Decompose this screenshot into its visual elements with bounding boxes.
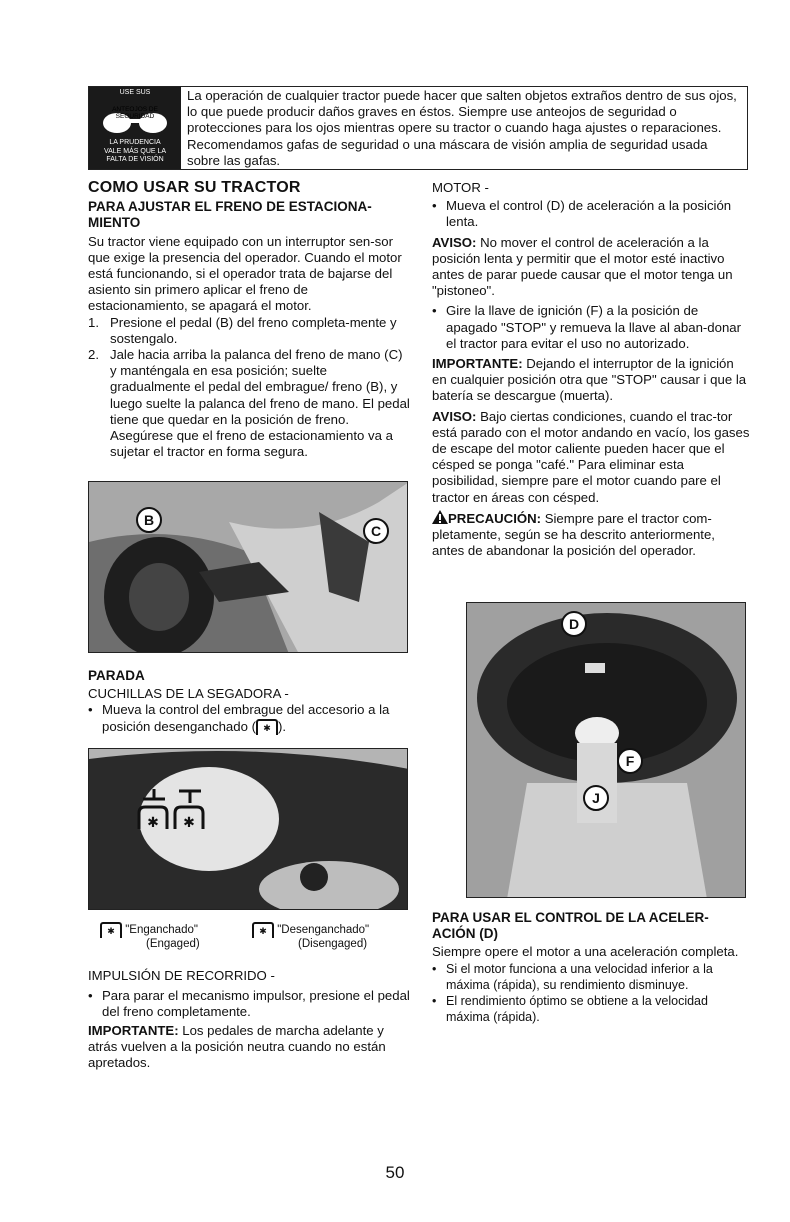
drive-item — [88, 988, 410, 1020]
caution-text: Siempre pare el tractor com-pletamente, según se ha descrito anteriormente, antes de abandonar la posición del operador. — [432, 510, 715, 559]
drive-important-label: IMPORTANTE: — [88, 1022, 179, 1038]
throttle-intro: Siempre opere el motor a una aceleración completa. — [432, 944, 739, 960]
throttle-item-2-text: El rendimiento óptimo se obtiene a la velocidad máxima (rápida). — [446, 994, 708, 1025]
section-title: COMO USAR SU TRACTOR — [88, 179, 301, 196]
badge-line-6: FALTA DE VISIÓN — [106, 156, 164, 163]
step-1-text: Presione el pedal (B) del freno completa-mente y sostengalo. — [110, 314, 397, 346]
motor-item-2-text: Gire la llave de ignición (F) a la posición de apagado "STOP" y remueva la llave al aban-donar el tractor para evitar el uso no autorizado. — [446, 303, 742, 351]
throttle-item-1 — [432, 961, 750, 993]
bullet: • — [432, 961, 437, 976]
dashboard-photo-image — [467, 603, 746, 898]
step-1-number: 1. — [88, 314, 99, 330]
step-2 — [88, 347, 410, 460]
badge-line-1: USE SUS — [119, 89, 151, 96]
legend-engaged — [100, 922, 200, 950]
drive-section — [88, 968, 410, 1071]
clutch-symbols-icon — [135, 779, 215, 849]
legend-disengaged-sub: (Disengaged) — [298, 938, 368, 950]
right-important — [432, 356, 750, 405]
page-number: 50 — [385, 1163, 405, 1182]
legend-disengaged-label: "Desenganchado" — [277, 924, 370, 937]
stop-section — [88, 668, 410, 735]
step-2-text: Jale hacia arriba la palanca del freno de mano (C) y manténgala en esa posición; suelte gradualmente el pedal del embrague/ freno (B), y luego suelte la palanca del freno de mano. El pedal tiene que quedar en la posición de freno. Asegúrese que el freno de estacionamiento va a sujetar el tractor en forma segura. — [110, 347, 410, 460]
brake-photo — [88, 481, 408, 653]
drive-important — [88, 1023, 410, 1072]
callout-D: D — [561, 611, 587, 637]
warning-text: La operación de cualquier tractor puede hacer que salten objetos extraños dentro de sus ojos, lo que puede producir daños graves en éstos. Siempre use anteojos de seguridad o protecciones para los ojos mientras opere su tractor o cuando haga ajustes o reparaciones. Recomendamos gafas de seguridad o una máscara de visión amplia de seguridad usada sobre las gafas. — [187, 88, 737, 168]
aviso-2-label: AVISO: — [432, 408, 477, 424]
right-column — [432, 180, 750, 559]
badge-line-3: SEGURIDAD — [115, 113, 155, 120]
brake-intro: Su tractor viene equipado con un interruptor sen-sor que exige la presencia del operador. Cuando el motor está funcionando, si el operador trata de bajarse del asiento sin primero aplicar el freno de estacionamiento, se apagará el motor. — [88, 233, 402, 314]
svg-text:✱: ✱ — [147, 814, 159, 830]
drive-heading: IMPULSIÓN DE RECORRIDO - — [88, 968, 275, 983]
throttle-item-2 — [432, 993, 750, 1025]
clutch-photo — [88, 748, 408, 910]
aviso-1-label: AVISO: — [432, 234, 477, 250]
bullet: • — [432, 994, 437, 1009]
right-important-label: IMPORTANTE: — [432, 356, 523, 372]
badge-line-2: ANTEOJOS DE — [112, 106, 158, 113]
legend-engaged-label: "Enganchado" — [125, 924, 198, 937]
callout-J: J — [583, 785, 609, 811]
drive-item-text: Para parar el mecanismo impulsor, presione el pedal del freno completamente. — [102, 988, 410, 1020]
aviso-1-text: No mover el control de aceleración a la posición lenta y permitir que el motor esté inactivo antes de parar puede causar que el motor tenga un "pistoneo". — [432, 234, 733, 299]
throttle-item-1-text: Si el motor funciona a una velocidad inferior a la máxima (rápida), su rendimiento disminuye. — [446, 961, 713, 992]
brake-photo-image — [89, 482, 408, 653]
aviso-2-text: Bajo ciertas condiciones, cuando el trac-tor está parado con el motor andando en vacío, los gases de escape del motor caliente pueden hacer que el césped se ponga "café." Para eliminar esta posibilidad, siempre pare el motor cuando pare el tractor en áreas con césped. — [432, 408, 750, 505]
blades-item — [88, 702, 410, 735]
caution — [432, 510, 750, 560]
callout-F: F — [617, 748, 643, 774]
bullet: • — [432, 303, 437, 319]
badge-line-4: LA PRUDENCIA — [109, 139, 161, 146]
safety-glasses-badge — [89, 87, 181, 169]
blades-item-end: ). — [277, 718, 287, 734]
throttle-section — [432, 910, 750, 1025]
drive-important-text: Los pedales de marcha adelante y atrás vuelven a la posición neutra cuando no están apretados. — [88, 1022, 386, 1071]
disengaged-legend-icon: ✱ — [252, 922, 274, 938]
aviso-2 — [432, 409, 750, 506]
left-column — [88, 180, 410, 460]
stop-heading: PARADA — [88, 668, 145, 683]
disengaged-symbol-icon: ✱ — [256, 719, 278, 735]
motor-item-1 — [432, 198, 750, 230]
badge-line-5: VALE MÁS QUE LA — [103, 147, 167, 155]
right-important-text: Dejando el interruptor de la ignición en cualquier posición otra que "STOP" causar i que la batería se descargue (muerta). — [432, 356, 747, 404]
legend-engaged-sub: (Engaged) — [146, 938, 200, 950]
brake-heading: PARA AJUSTAR EL FRENO DE ESTACIONA-MIENTO — [88, 199, 372, 231]
callout-B: B — [136, 507, 162, 533]
dashboard-photo — [466, 602, 746, 898]
callout-C: C — [363, 518, 389, 544]
motor-item-2 — [432, 303, 750, 352]
bullet: • — [432, 198, 437, 214]
blades-heading: CUCHILLAS DE LA SEGADORA - — [88, 686, 289, 702]
motor-item-1-text: Mueva el control (D) de aceleración a la posición lenta. — [446, 198, 732, 230]
throttle-heading: PARA USAR EL CONTROL DE LA ACELER-ACIÓN (D) — [432, 910, 709, 942]
legend-disengaged — [252, 922, 369, 950]
bullet: • — [88, 702, 93, 718]
caution-label: PRECAUCIÓN: — [448, 510, 542, 526]
motor-heading: MOTOR - — [432, 180, 489, 195]
aviso-1 — [432, 235, 750, 300]
step-1 — [88, 315, 410, 347]
engaged-symbol-icon: ✱ — [100, 922, 122, 938]
step-2-number: 2. — [88, 347, 99, 363]
bullet: • — [88, 988, 93, 1004]
warning-triangle-icon — [432, 510, 448, 524]
safety-warning-box — [88, 86, 748, 170]
blades-item-text: Mueva la control del embrague del accesorio a la posición desenganchado ( — [102, 702, 390, 734]
svg-text:✱: ✱ — [183, 814, 195, 830]
